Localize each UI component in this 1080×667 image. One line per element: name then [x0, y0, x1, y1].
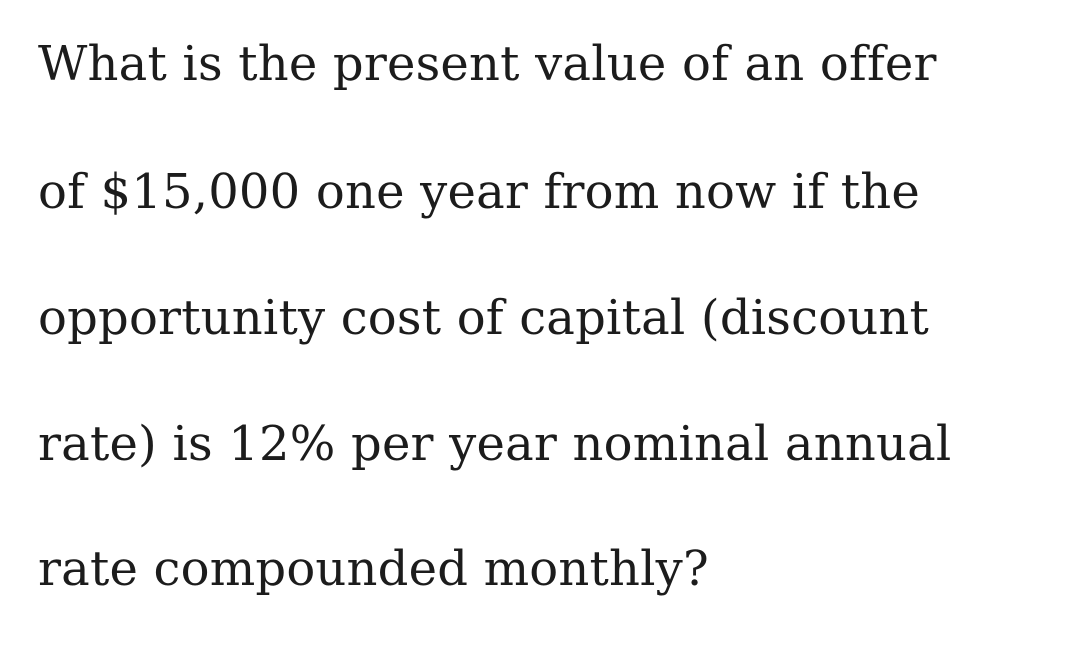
question-line: rate compounded monthly? — [38, 541, 709, 597]
question-line: rate) is 12% per year nominal annual — [38, 416, 952, 472]
question-line: of $15,000 one year from now if the — [38, 164, 921, 220]
question-line: opportunity cost of capital (discount — [38, 290, 930, 346]
question-line: What is the present value of an offer — [38, 36, 937, 92]
